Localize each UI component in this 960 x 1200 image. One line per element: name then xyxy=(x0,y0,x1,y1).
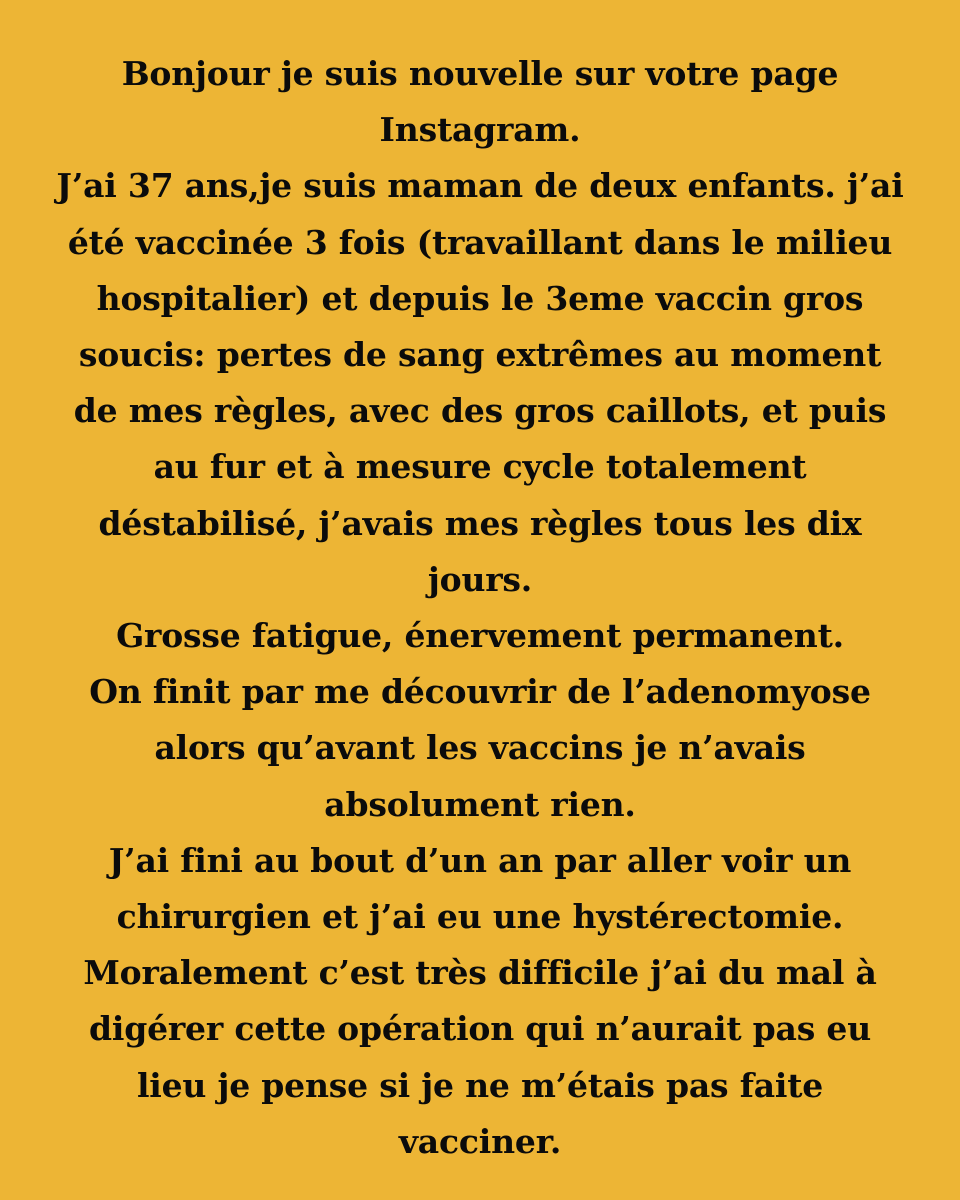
text-line: été vaccinée 3 fois (travaillant dans le milieu xyxy=(67,222,893,262)
text-line: alors qu’avant les vaccins je n’avais xyxy=(154,728,806,768)
text-line: Grosse fatigue, énervement permanent. xyxy=(116,616,844,656)
text-line: hospitalier) et depuis le 3eme vaccin gros xyxy=(96,278,864,318)
text-line: Moralement c’est très difficile j’ai du mal à xyxy=(83,953,877,993)
text-line: Bonjour je suis nouvelle sur votre page xyxy=(121,54,839,93)
text-line: vacciner. xyxy=(398,1121,562,1161)
text-line: digérer cette opération qui n’aurait pas eu xyxy=(88,1009,871,1049)
text-line: chirurgien et j’ai eu une hystérectomie. xyxy=(116,897,844,937)
testimony-text xyxy=(30,46,930,1170)
text-line: déstabilisé, j’avais mes règles tous les dix xyxy=(98,503,862,543)
text-line: J’ai 37 ans,je suis maman de deux enfants. j’ai xyxy=(56,166,904,206)
text-line: lieu je pense si je ne m’étais pas faite xyxy=(136,1065,824,1105)
text-line: au fur et à mesure cycle totalement xyxy=(153,447,807,487)
text-line: J’ai fini au bout d’un an par aller voir un xyxy=(108,840,852,880)
text-line: de mes règles, avec des gros caillots, et puis xyxy=(73,391,887,431)
text-line: soucis: pertes de sang extrêmes au moment xyxy=(78,335,882,375)
text-line: absolument rien. xyxy=(324,784,636,824)
text-line: jours. xyxy=(427,559,533,599)
text-line: Instagram. xyxy=(379,110,581,150)
text-line: On finit par me découvrir de l’adenomyose xyxy=(89,672,871,712)
